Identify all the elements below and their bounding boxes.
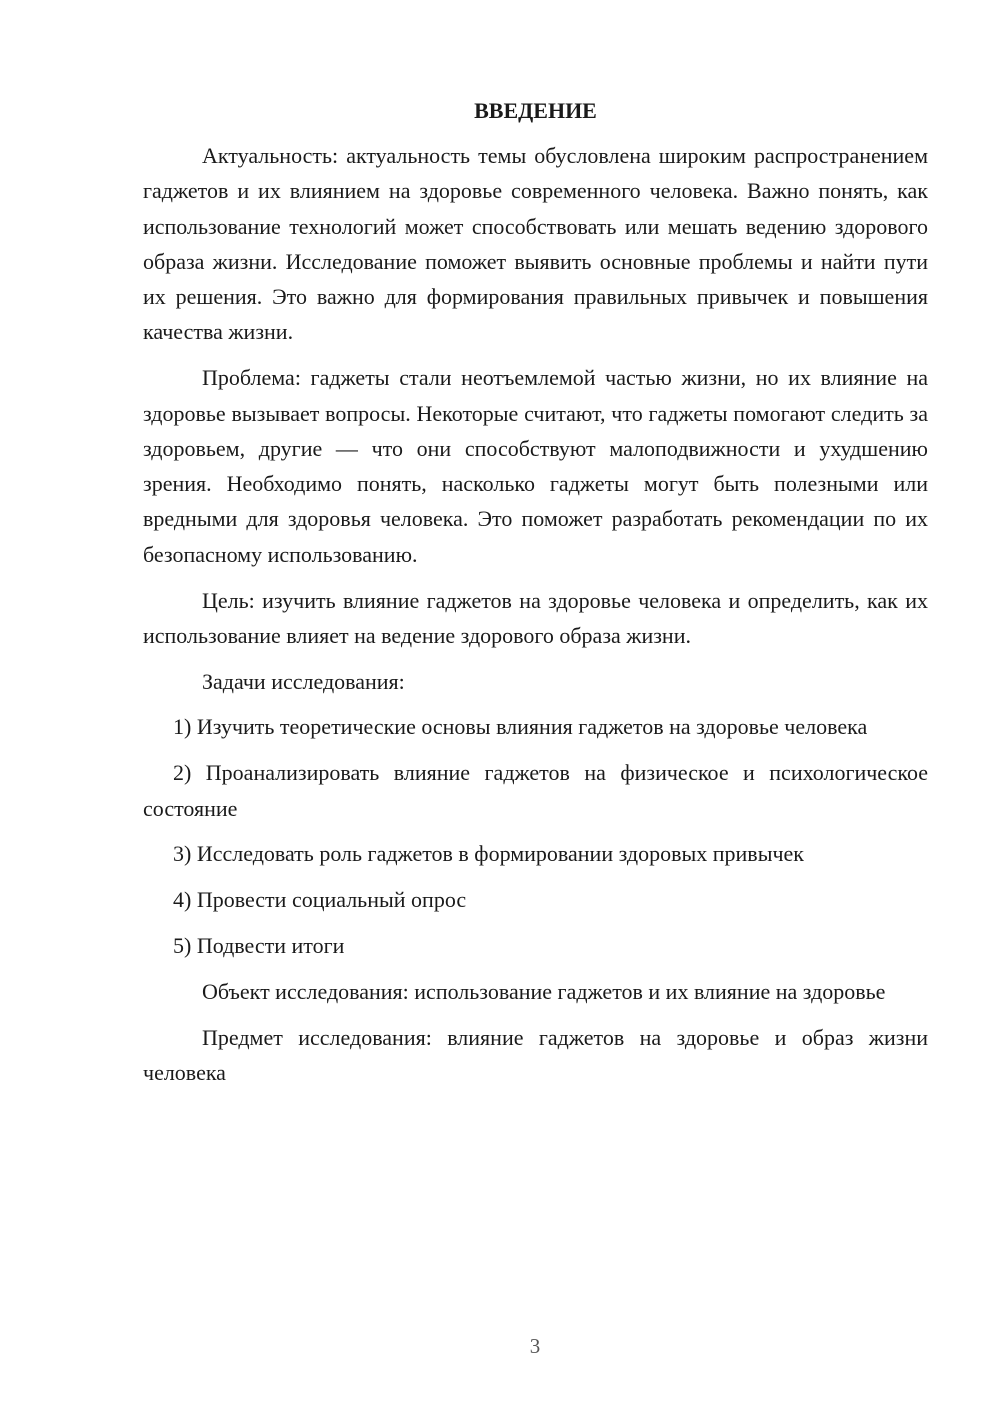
paragraph-goal: Цель: изучить влияние гаджетов на здоровье человека и определить, как их использование влияет на ведение здорового образа жизни.	[143, 587, 928, 648]
task-item-4: 4) Провести социальный опрос	[173, 887, 467, 913]
task-item-3: 3) Исследовать роль гаджетов в формировании здоровых привычек	[173, 841, 804, 867]
paragraph-object: Объект исследования: использование гаджетов и их влияние на здоровье	[202, 978, 886, 1004]
paragraph-subject: Предмет исследования: влияние гаджетов на здоровье и образ жизни человека	[143, 1024, 928, 1085]
section-title: ВВЕДЕНИЕ	[474, 98, 597, 123]
task-item-2: 2) Проанализировать влияние гаджетов на физическое и психологическое состояние	[143, 760, 928, 821]
task-item-5: 5) Подвести итоги	[173, 932, 345, 958]
paragraph-relevance: Актуальность: актуальность темы обусловлена широким распространением гаджетов и их влиянием на здоровье современного человека. Важно понять, как использование технологий может способствовать или мешать ведению здорового образа жизни. Исследование поможет выявить основные проблемы и найти пути их решения. Это важно для формирования правильных привычек и повышения качества жизни.	[143, 143, 928, 345]
task-item-1: 1) Изучить теоретические основы влияния гаджетов на здоровье человека	[173, 714, 868, 740]
page-number: 3	[529, 1334, 541, 1358]
paragraph-tasks-heading: Задачи исследования:	[202, 668, 405, 694]
document-page	[143, 96, 928, 1090]
paragraph-problem: Проблема: гаджеты стали неотъемлемой частью жизни, но их влияние на здоровье вызывает вопросы. Некоторые считают, что гаджеты помогают следить за здоровьем, другие — что они способствуют малоподвижности и ухудшению зрения. Необходимо понять, насколько гаджеты могут быть полезными или вредными для здоровья человека. Это поможет разработать рекомендации по их безопасному использованию.	[143, 365, 928, 567]
